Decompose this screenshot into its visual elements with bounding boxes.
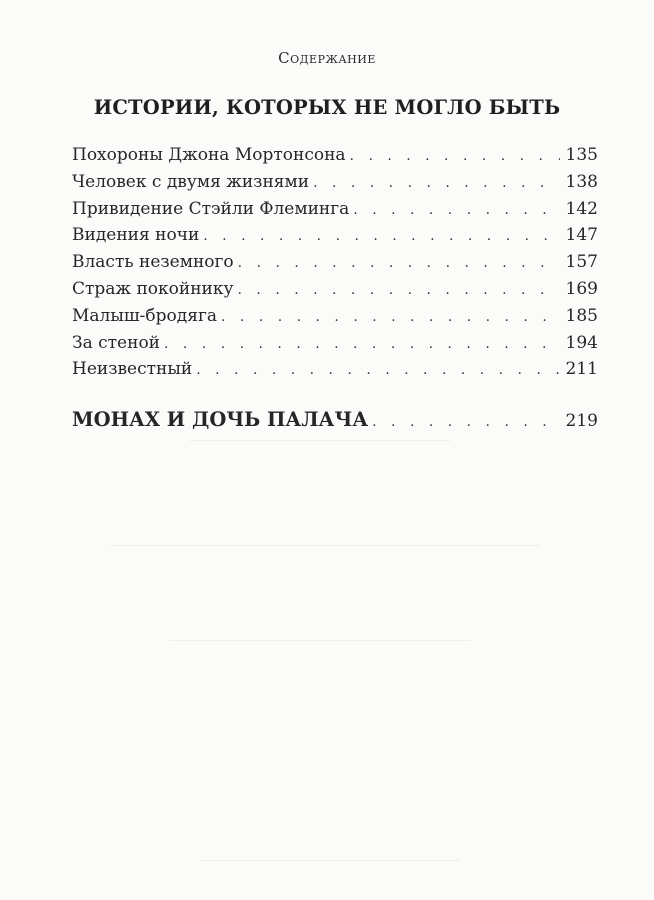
toc-part [72,404,598,436]
toc-part-entry [72,404,598,436]
toc-entry-title: Страж покойнику [72,278,234,299]
toc-entry-page: 135 [565,145,598,165]
toc-entry-title: Привидение Стэйли Флеминга [72,198,350,219]
toc-dot-leader [164,331,560,358]
toc-dot-leader [203,223,559,250]
toc-part-title: МОНАХ И ДОЧЬ ПАЛАЧА [72,408,369,431]
toc-entry-title: Похороны Джона Мортонсона [72,145,346,165]
toc-entry-page: 138 [565,171,598,192]
toc-dot-leader [196,357,559,384]
toc-entry-title: Человек с двумя жизнями [72,171,310,192]
toc-entry-title: Видения ночи [72,225,200,246]
show-through-smudge [190,440,450,451]
toc-entry-page: 194 [565,332,598,353]
running-head: Содержание [278,49,376,67]
toc-dot-leader [353,197,559,224]
toc-entry [72,276,598,303]
toc-list [72,142,598,383]
toc-entry [72,196,598,223]
toc-entry [72,222,598,249]
toc-entry-page: 147 [565,225,598,246]
section-title: ИСТОРИИ, КОТОРЫХ НЕ МОГЛО БЫТЬ [93,96,561,119]
toc-part-page: 219 [565,411,598,431]
show-through-smudge [110,545,540,556]
toc-entry [72,356,598,383]
toc-dot-leader [238,250,560,277]
show-through-smudge [200,860,460,871]
toc-entry-page: 169 [565,278,598,299]
toc-entry [72,330,598,357]
toc-dot-leader [221,304,560,331]
toc-dot-leader [238,277,560,304]
toc-entry [72,169,598,196]
toc-entry-title: Неизвестный [72,359,193,380]
toc-entry [72,249,598,276]
toc-entry-page: 142 [565,198,598,219]
toc-entry-page: 157 [565,252,598,273]
show-through-smudge [170,640,470,651]
toc-entry [72,303,598,330]
toc-dot-leader [350,143,560,170]
toc-dot-leader [372,409,559,436]
toc-entry-title: За стеной [72,332,161,353]
toc-entry-page: 185 [565,305,598,326]
toc-entry-title: Власть неземного [72,252,234,273]
toc-entry-title: Малыш-бродяга [72,305,218,326]
toc-entry-page: 211 [565,359,598,380]
toc-entry [72,142,598,169]
toc-dot-leader [313,170,559,197]
